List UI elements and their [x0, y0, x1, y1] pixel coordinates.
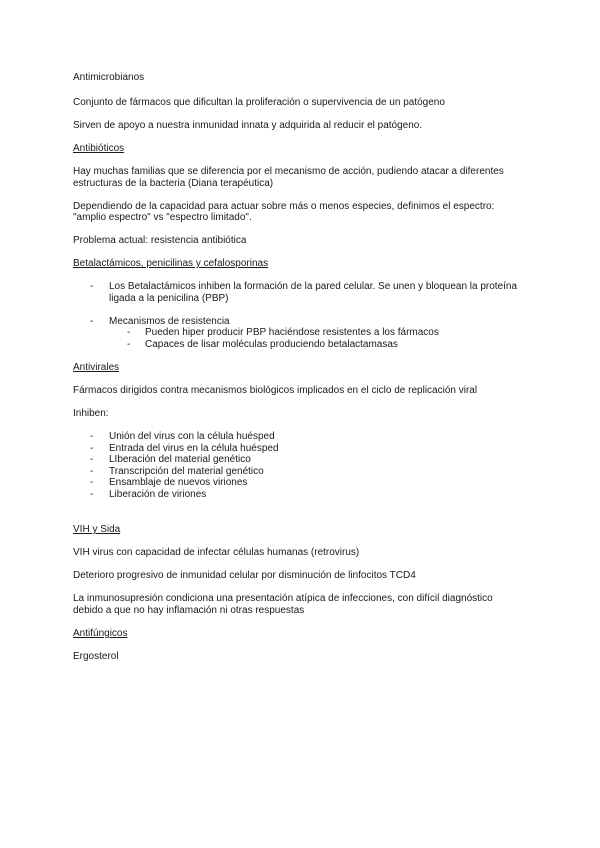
list-bullet-dash: -: [90, 454, 94, 465]
sublist-bullet-dash: -: [127, 339, 131, 350]
antivirales-paragraph-2: Inhiben:: [73, 408, 109, 419]
antivirales-paragraph-1: Fármacos dirigidos contra mecanismos biológicos implicados en el ciclo de replicación viral: [73, 385, 478, 396]
section-heading-antibioticos: Antibióticos: [73, 143, 125, 154]
document-title: Antimicrobianos: [73, 72, 145, 83]
antifungicos-paragraph-1: Ergosterol: [73, 651, 119, 662]
antivirales-item-2: Entrada del virus en la célula huésped: [109, 443, 279, 454]
betalactamicos-item-2: Mecanismos de resistencia: [109, 316, 230, 327]
list-bullet-dash: -: [90, 466, 94, 477]
antibioticos-paragraph-2-line-1: Dependiendo de la capacidad para actuar sobre más o menos especies, definimos el espectro:: [73, 201, 495, 212]
antivirales-item-3: LIberación del material genético: [109, 454, 251, 465]
list-bullet-dash: -: [90, 281, 94, 292]
betalactamicos-item-1-line-1: Los Betalactámicos inhiben la formación de la pared celular. Se unen y bloquean la proteína: [109, 281, 518, 292]
antibioticos-paragraph-1-line-1: Hay muchas familias que se diferencia por el mecanismo de acción, pudiendo atacar a diferentes: [73, 166, 504, 177]
vih-paragraph-3-line-1: La inmunosupresión condiciona una presentación atípica de infecciones, con difícil diagnóstico: [73, 593, 493, 604]
sublist-bullet-dash: -: [127, 327, 131, 338]
antivirales-item-5: Ensamblaje de nuevos viriones: [109, 477, 248, 488]
antivirales-item-4: Transcripción del material genético: [109, 466, 264, 477]
section-heading-antivirales: Antivirales: [73, 362, 120, 373]
list-bullet-dash: -: [90, 477, 94, 488]
betalactamicos-subitem-2: Capaces de lisar moléculas produciendo betalactamasas: [145, 339, 398, 350]
antivirales-item-1: Unión del virus con la célula huésped: [109, 431, 275, 442]
vih-paragraph-1: VIH virus con capacidad de infectar células humanas (retrovirus): [73, 547, 360, 558]
section-heading-antifungicos: Antifúngicos: [73, 628, 128, 639]
betalactamicos-subitem-1: Pueden hiper producir PBP haciéndose resistentes a los fármacos: [145, 327, 439, 338]
section-heading-betalactamicos: Betalactámicos, penicilinas y cefalosporinas: [73, 258, 269, 269]
antibioticos-paragraph-2-line-2: "amplio espectro" vs "espectro limitado".: [73, 212, 252, 223]
vih-paragraph-2: Deterioro progresivo de inmunidad celular por disminución de linfocitos TCD4: [73, 570, 416, 581]
antibioticos-paragraph-3: Problema actual: resistencia antibiótica: [73, 235, 247, 246]
list-bullet-dash: -: [90, 443, 94, 454]
list-bullet-dash: -: [90, 316, 94, 327]
antibioticos-paragraph-1-line-2: estructuras de la bacteria (Diana terapéutica): [73, 178, 274, 189]
list-bullet-dash: -: [90, 489, 94, 500]
intro-paragraph-1: Conjunto de fármacos que dificultan la proliferación o supervivencia de un patógeno: [73, 97, 445, 108]
antivirales-item-6: Liberación de viriones: [109, 489, 207, 500]
section-heading-vih: VIH y Sida: [73, 524, 121, 535]
betalactamicos-item-1-line-2: ligada a la penicilina (PBP): [109, 293, 229, 304]
list-bullet-dash: -: [90, 431, 94, 442]
vih-paragraph-3-line-2: debido a que no hay inflamación ni otras respuestas: [73, 605, 305, 616]
intro-paragraph-2: Sirven de apoyo a nuestra inmunidad innata y adquirida al reducir el patógeno.: [73, 120, 423, 131]
